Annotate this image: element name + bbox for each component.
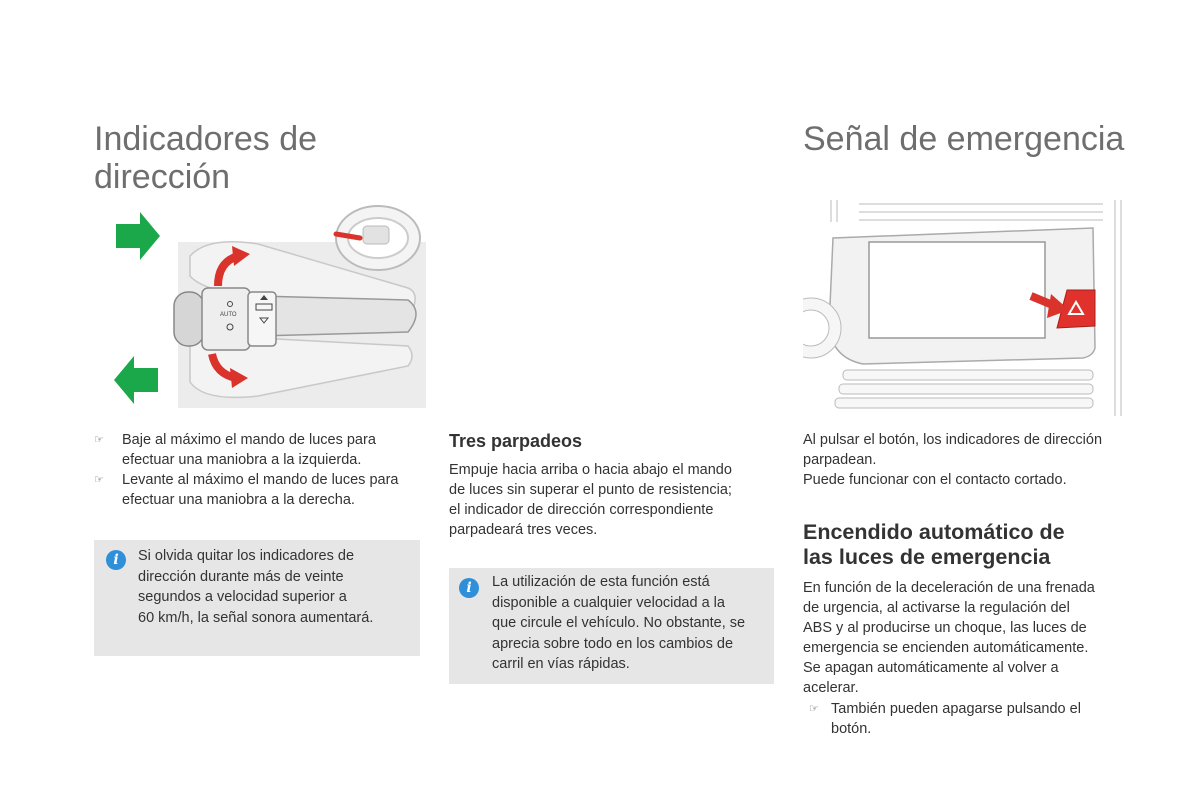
para-line: acelerar. <box>803 680 859 696</box>
left-title-line1: Indicadores de <box>94 120 318 158</box>
bullet-hand-icon: ☞ <box>94 474 104 486</box>
bullet-hand-icon: ☞ <box>94 434 104 446</box>
green-arrow-right-icon <box>116 212 160 260</box>
left-title <box>94 120 317 196</box>
info-icon: i <box>459 578 479 598</box>
note-line: segundos a velocidad superior a <box>138 589 347 605</box>
right-title: Señal de emergencia <box>803 120 1125 158</box>
middle-paragraph <box>449 460 769 540</box>
turn-signal-stalk-svg <box>108 196 426 408</box>
note-line: que circule el vehículo. No obstante, se <box>492 615 746 631</box>
subheading-line2: las luces de emergencia <box>803 545 1051 569</box>
note-line: 60 km/h, la señal sonora aumentará. <box>138 609 374 626</box>
middle-heading: Tres parpadeos <box>449 431 583 451</box>
bullet-text-line1: Baje al máximo el mando de luces para <box>122 432 376 448</box>
para-line: Se apagan automáticamente al volver a <box>803 660 1059 676</box>
right-paragraph <box>803 430 1133 490</box>
right-bullets <box>803 699 1133 739</box>
bullet-item <box>94 470 424 510</box>
middle-info-note <box>449 568 774 684</box>
note-line: aprecia sobre todo en los cambios de <box>492 635 734 652</box>
right-paragraph-2 <box>803 578 1133 698</box>
middle-note-text <box>492 572 745 675</box>
steering-wheel-icon <box>336 206 420 270</box>
note-line: Si olvida quitar los indicadores de <box>138 548 355 564</box>
left-bullets <box>94 430 424 510</box>
bullet-item <box>803 699 1133 739</box>
para-line: emergencia se encienden automáticamente. <box>803 640 1089 656</box>
para-line: ABS y al producirse un choque, las luces de <box>803 620 1087 636</box>
para-line: de urgencia, al activarse la regulación del <box>803 600 1070 616</box>
bullet-text-line1: Levante al máximo el mando de luces para <box>122 472 399 488</box>
para-line: de luces sin superar el punto de resistencia; <box>449 482 732 498</box>
para-line: parpadeará tres veces. <box>449 522 598 538</box>
info-icon: i <box>106 550 126 570</box>
left-title-line2: dirección <box>94 158 231 196</box>
bullet-text-line1: También pueden apagarse pulsando el <box>831 701 1081 717</box>
left-note-text <box>138 546 373 628</box>
bullet-text-line2: botón. <box>831 721 872 737</box>
right-subheading <box>803 520 1065 570</box>
turn-signal-illustration <box>108 196 426 408</box>
green-arrow-left-icon <box>114 356 158 404</box>
bullet-text-line2: efectuar una maniobra a la izquierda. <box>122 452 362 468</box>
stalk-auto-label: AUTO <box>220 312 237 318</box>
note-line: dirección durante más de veinte <box>138 568 344 585</box>
note-line: disponible a cualquier velocidad a la <box>492 594 725 611</box>
bullet-hand-icon: ☞ <box>809 703 819 715</box>
para-line: En función de la deceleración de una frenada <box>803 580 1095 596</box>
note-line: carril en vías rápidas. <box>492 656 630 672</box>
subheading-line1: Encendido automático de <box>803 520 1065 544</box>
para-line: parpadean. <box>803 452 877 468</box>
dashboard-svg <box>803 198 1127 416</box>
para-line: Al pulsar el botón, los indicadores de dirección <box>803 432 1103 448</box>
para-line: Puede funcionar con el contacto cortado. <box>803 472 1067 488</box>
left-info-note <box>94 540 420 656</box>
bullet-item <box>94 430 424 470</box>
display-screen <box>869 242 1045 338</box>
hazard-illustration <box>803 198 1127 416</box>
note-line: La utilización de esta función está <box>492 574 710 590</box>
bullet-text-line2: efectuar una maniobra a la derecha. <box>122 492 355 508</box>
para-line: Empuje hacia arriba o hacia abajo el mando <box>449 462 732 478</box>
para-line: el indicador de dirección correspondiente <box>449 502 714 518</box>
lower-button-rows <box>835 370 1093 408</box>
